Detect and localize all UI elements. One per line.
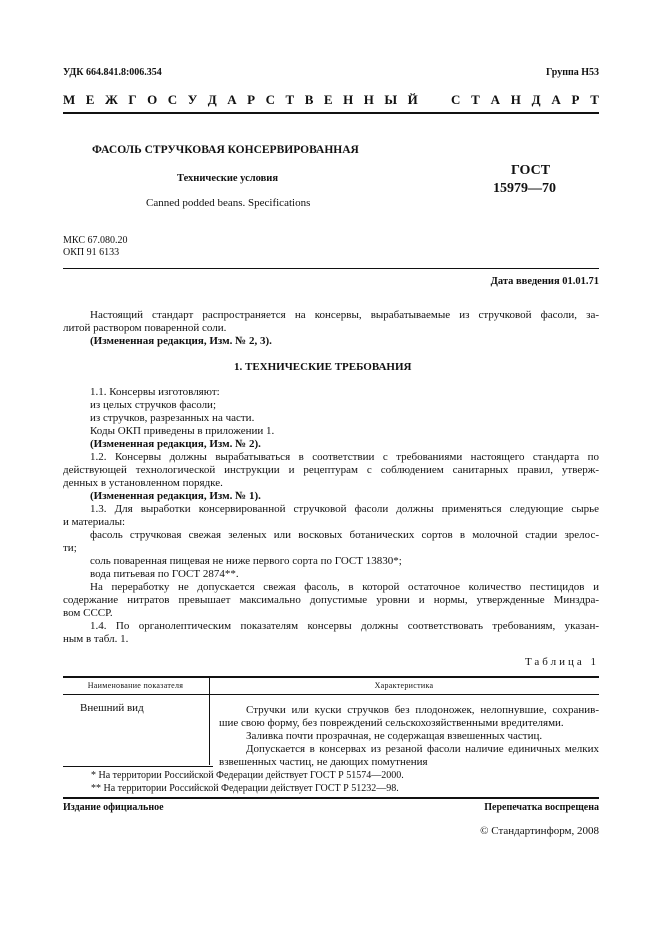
banner-letter: Ж [104, 92, 118, 107]
banner-letter: О [147, 92, 158, 107]
banner-letter: Н [510, 92, 521, 107]
banner-letter: Н [363, 92, 374, 107]
clause-line: из стручков, разрезанных на части. [90, 412, 255, 424]
clause-line: 1.3. Для выработки консервированной стручковой фасоли должны применяться следующие сырье [90, 503, 599, 515]
banner-letter: Д [531, 92, 541, 107]
okp-code: ОКП 91 6133 [63, 247, 120, 258]
table-cell-line: Стручки или куски стручков без плодоножек, нелопнувшие, сохранив- [246, 704, 599, 716]
clause-line: ти; [63, 542, 77, 554]
gost-label: ГОСТ [511, 163, 551, 178]
banner-letter: А [551, 92, 561, 107]
amendment-note: (Измененная редакция, Изм. № 2). [90, 438, 261, 450]
clause-line: 1.1. Консервы изготовляют: [90, 386, 220, 398]
banner-letter: Е [323, 92, 333, 107]
table-top-rule [63, 676, 599, 678]
footer-rule [63, 797, 599, 799]
official-edition: Издание официальное [63, 802, 164, 813]
clause-line: содержание нитратов превышает максимально допустимые уровни и нормы, утвержденные Минздра- [63, 594, 599, 606]
udk-code: УДК 664.841.8:006.354 [63, 67, 162, 78]
footnote: ** На территории Российской Федерации действует ГОСТ Р 51232—98. [91, 783, 399, 794]
banner-word-interstate [63, 92, 418, 108]
table-header-rule [63, 694, 599, 695]
clause-line: Коды ОКП приведены в приложении 1. [90, 425, 275, 437]
table-row-name: Внешний вид [80, 702, 144, 714]
banner-letter: А [490, 92, 500, 107]
banner-letter: Р [247, 92, 256, 107]
banner-letter: М [63, 92, 76, 107]
banner-letter: Т [590, 92, 599, 107]
clause-line: 1.4. По органолептическим показателям консервы должны соответствовать требованиям, указан- [90, 620, 599, 632]
table-cell-line: шие свою форму, без повреждений сельскохозяйственными вредителями. [219, 717, 564, 729]
banner-letter: Д [207, 92, 217, 107]
amendment-note: (Измененная редакция, Изм. № 2, 3). [90, 335, 272, 347]
clause-line: ным в табл. 1. [63, 633, 129, 645]
table-caption: Таблица 1 [524, 656, 599, 668]
amendment-note: (Измененная редакция, Изм. № 1). [90, 490, 261, 502]
banner-letter: Р [571, 92, 580, 107]
table-cell-line: взвешенных частиц, не дающих помутнения [219, 756, 428, 768]
banner-letter: Т [471, 92, 480, 107]
clause-line: вода питьевая по ГОСТ 2874**. [90, 568, 239, 580]
mks-code: МКС 67.080.20 [63, 235, 128, 246]
footnote-rule [63, 766, 213, 767]
clause-line: и материалы: [63, 516, 126, 528]
banner-letter: С [265, 92, 275, 107]
standard-banner [63, 92, 599, 108]
table-col-header: Характеристика [374, 681, 434, 690]
banner-letter: У [187, 92, 198, 107]
intro-date: Дата введения 01.01.71 [490, 276, 599, 287]
banner-letter: В [304, 92, 314, 107]
gost-number: 15979—70 [493, 181, 556, 196]
table-cell-line: Заливка почти прозрачная, не содержащая взвешенных частиц. [246, 730, 543, 742]
clause-line: денных в установленном порядке. [63, 477, 223, 489]
document-subtitle: Технические условия [177, 173, 279, 184]
banner-letter: Г [128, 92, 137, 107]
clause-line: На переработку не допускается свежая фасоль, в которой остаточное количество пестицидов и [90, 581, 599, 593]
banner-letter: Й [407, 92, 418, 107]
codes-rule [63, 268, 599, 269]
banner-letter: С [167, 92, 178, 107]
intro-line: Настоящий стандарт распространяется на консервы, вырабатываемые из стручковой фасоли, за- [90, 309, 599, 321]
intro-line: литой раствором поваренной соли. [63, 322, 227, 334]
header-rule [63, 112, 599, 114]
banner-word-standard [451, 92, 599, 108]
banner-letter: А [227, 92, 237, 107]
clause-line: действующей технологической инструкции и рецептурам с соблюдением санитарных правил, утверж- [63, 464, 599, 476]
clause-line: соль поваренная пищевая не ниже первого сорта по ГОСТ 13830*; [90, 555, 402, 567]
table-column-divider [209, 677, 210, 765]
banner-letter: С [451, 92, 461, 107]
document-title: ФАСОЛЬ СТРУЧКОВАЯ КОНСЕРВИРОВАННАЯ [92, 144, 359, 156]
banner-letter: Ы [384, 92, 398, 107]
clause-line: вом СССР. [63, 607, 113, 619]
section-heading: 1. ТЕХНИЧЕСКИЕ ТРЕБОВАНИЯ [234, 361, 412, 373]
copyright: © Стандартинформ, 2008 [480, 825, 599, 837]
group-code: Группа Н53 [546, 67, 599, 78]
clause-line: из целых стручков фасоли; [90, 399, 217, 411]
banner-letter: Е [85, 92, 95, 107]
english-title: Canned podded beans. Specifications [146, 197, 311, 209]
table-col-header: Наименование показателя [87, 681, 184, 690]
banner-letter: Н [343, 92, 354, 107]
footnote: * На территории Российской Федерации действует ГОСТ Р 51574—2000. [91, 770, 404, 781]
clause-line: фасоль стручковая свежая зеленых или восковых ботанических сортов в молочной стадии зрелос- [90, 529, 599, 541]
table-cell-line: Допускается в консервах из резаной фасоли наличие единичных мелких [246, 743, 599, 755]
clause-line: 1.2. Консервы должны вырабатываться в соответствии с требованиями настоящего стандарта по [90, 451, 599, 463]
banner-letter: Т [285, 92, 295, 107]
reprint-notice: Перепечатка воспрещена [484, 802, 599, 813]
